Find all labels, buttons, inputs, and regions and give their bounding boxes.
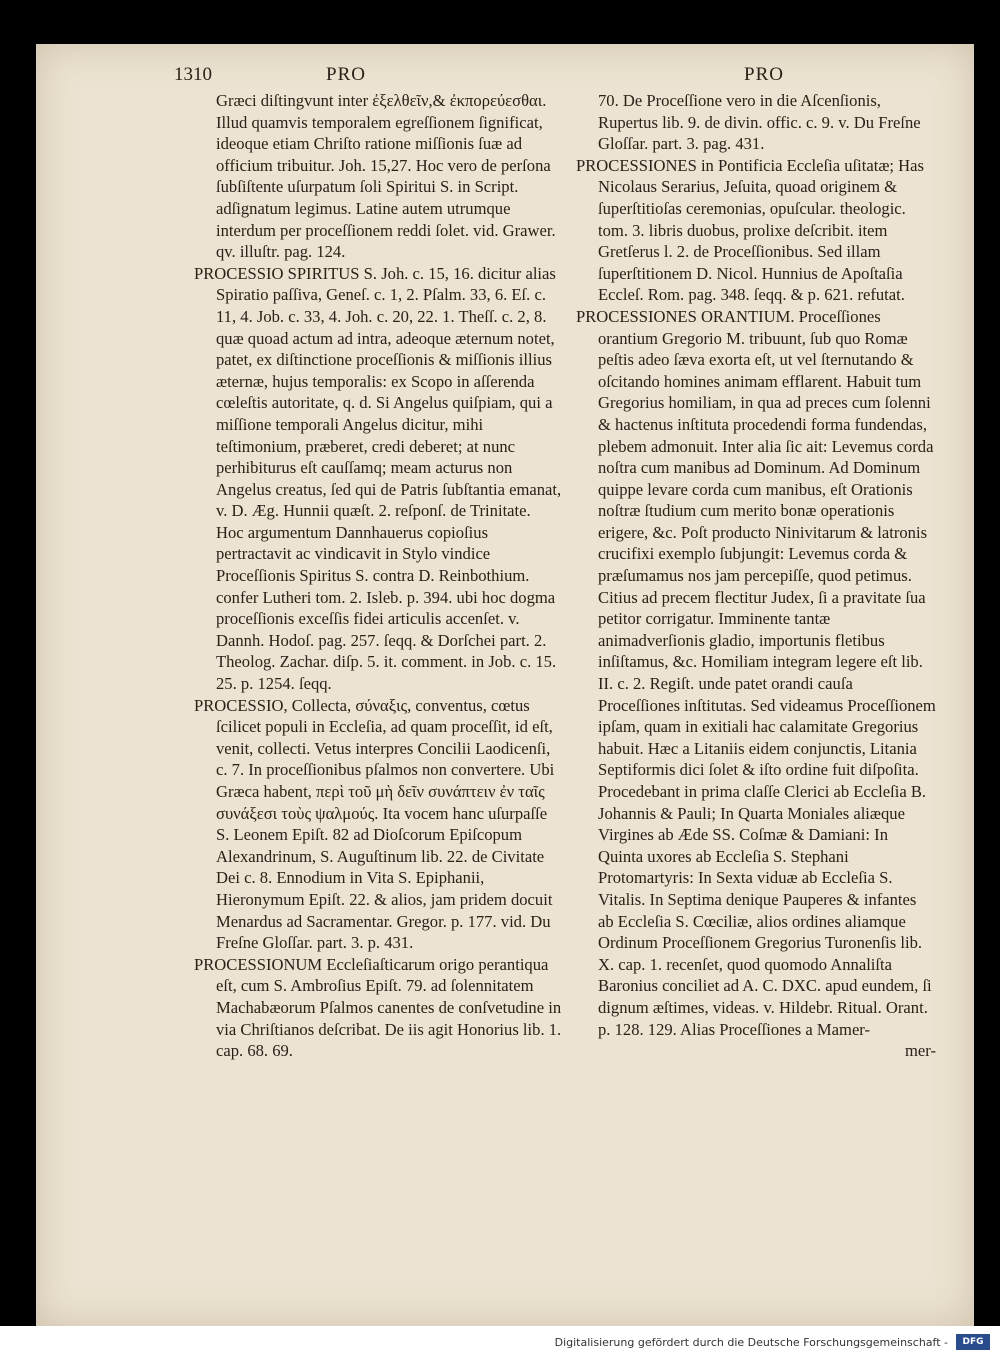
footer-bar [0, 1326, 1000, 1358]
scan-background [24, 0, 982, 1326]
left-column-title: PRO [326, 64, 366, 85]
page-number: 1310 [174, 64, 212, 85]
right-entry-3: PROCESSIONES ORANTIUM. Proceſſiones orantium Gregorio M. tribuunt, ſub quo Romæ peſtis adeo ſæva exorta eſt, ut vel ſternutando & oſcitando homines animam efflarent. Habuit tum Gregorius homiliam, in qua ad preces cum ſolenni & hactenus inſtituta procedendi forma fundendas, plebem admonuit. Inter alia ſic ait: Levemus corda noſtra cum manibus ad Dominum. Ad Dominum quippe levare corda cum manibus, eſt Orationis noſtræ ſtudium cum merito bonæ operationis erigere, &c. Poſt producto Ninivitarum & latronis crucifixi exemplo ſubjungit: Levemus corda & præſumamus nos jam percepiſſe, quod petimus. Citius ad precem flectitur Judex, ſi a pravitate ſua petitor corrigatur. Imminente tantæ animadverſionis gladio, importunis fletibus inſiſtamus, &c. Homiliam integram legere eſt lib. II. c. 2. Regiſt. unde patet orandi cauſa Proceſſiones inſtitutas. Sed videamus Proceſſionem ipſam, quam in exitiali hac calamitate Gregorius habuit. Hæc a Litaniis eidem conjunctis, Litania Septiformis dici ſolet & iſto ordine fuit diſpoſita. Procedebant in prima claſſe Clerici ab Eccleſia B. Johannis & Pauli; In Quarta Moniales aliæque Virgines ab Æde SS. Coſmæ & Damiani: In Quinta uxores ab Eccleſia S. Stephani Protomartyris: In Sexta viduæ ab Eccleſia S. Vitalis. In Septima denique Pauperes & infantes ab Eccleſia S. Cœciliæ, alios ordines aliamque Ordinum Proceſſionem Gregorius Turonenſis lib. X. cap. 1. recenſet, quod quomodo Annaliſta Baronius conciliet ad A. C. DXC. apud eundem, ſi dignum æſtimes, videas. v. Hildebr. Ritual. Orant. p. 128. 129. Alias Proceſſiones a Mamer- [576, 306, 936, 1039]
right-column-title: PRO [744, 64, 784, 85]
dfg-logo[interactable]: DFG [956, 1334, 990, 1350]
funding-credit: Digitalisierung gefördert durch die Deutsche Forschungsgemeinschaft - [554, 1336, 948, 1349]
left-column [194, 90, 562, 1062]
left-entry-2: PROCESSIO SPIRITUS S. Joh. c. 15, 16. dicitur alias Spiratio paſſiva, Geneſ. c. 1, 2. Pſalm. 33, 6. Eſ. c. 11, 4. Job. c. 33, 4. Joh. c. 20, 22. 1. Theſſ. c. 2, 8. quæ quoad actum ad intra, adeoque æternum notet, patet, ex diſtinctione proceſſionis & miſſionis illius æternæ, hujus temporalis: ex Scopo in aſſerenda cœleſtis autoritate, q. d. Si Angelus quiſpiam, qui a miſſione temporali Angelus dicitur, mihi teſtimonium, præberet, credi deberet; at nunc perhibiturus eſt cauſſamq; meam acturus non Angelus creatus, ſed qui de Patris ſubſtantia emanat, v. D. Æg. Hunnii quæſt. 2. reſponſ. de Trinitate. Hoc argumentum Dannhauerus copioſius pertractavit ac vindicavit in Stylo vindice Proceſſionis Spiritus S. contra D. Reinbothium. confer Lutheri tom. 2. Isleb. p. 394. ubi hoc dogma proceſſionis exceſſis fidei articulis accenſet. v. Dannh. Hodoſ. pag. 257. ſeqq. & Dorſchei part. 2. Theolog. Zachar. diſp. 5. it. comment. in Job. c. 15. 25. p. 1254. ſeqq. [194, 263, 562, 694]
left-entry-1: Græci diſtingvunt inter ἐξελθεῖν,& ἐκπορεύεσθαι. Illud quamvis temporalem egreſſionem ſignificat, ideoque etiam Chriſto ratione miſſionis ſuæ ad officium tribuitur. Joh. 15,27. Hoc vero de perſona ſubſiſtente uſurpatum ſoli Spiritui S. in Script. adſignatum legimus. Latine autem utrumque interdum per proceſſionem reddi ſolet. vid. Grawer. qv. illuſtr. pag. 124. [216, 91, 556, 262]
right-column [576, 90, 936, 1062]
left-entry-3: PROCESSIO, Collecta, σύναξις, conventus, cœtus ſcilicet populi in Eccleſia, ad quam proceſſit, id eſt, venit, collecti. Vetus interpres Concilii Laodicenſi, c. 7. In proceſſionibus pſalmos non convertere. Ubi Græca habent, περὶ τοῦ μὴ δεῖν συνάπτειν ἐν ταῖς συνάξεσι τοὺς ψαλμούς. Ita vocem hanc uſurpaſſe S. Leonem Epiſt. 82 ad Dioſcorum Epiſcopum Alexandrinum, S. Auguſtinum lib. 22. de Civitate Dei c. 8. Ennodium in Vita S. Epiphanii, Hieronymum Epiſt. 22. & alios, jam pridem docuit Menardus ad Sacramentar. Gregor. p. 177. vid. Du Freſne Gloſſar. part. 3. p. 431. [194, 695, 555, 953]
right-entry-2: PROCESSIONES in Pontificia Eccleſia uſitatæ; Has Nicolaus Serarius, Jeſuita, quoad originem & ſuperſtitioſas ceremonias, opuſcular. theologic. tom. 3. libris duobus, prolixe deſcribit. item Gretſerus l. 2. de Proceſſionibus. Sed illam ſuperſtitionem D. Nicol. Hunnius de Apoſtaſia Eccleſ. Rom. pag. 348. ſeqq. & p. 621. refutat. [576, 155, 924, 305]
left-entry-4: PROCESSIONUM Eccleſiaſticarum origo perantiqua eſt, cum S. Ambroſius Epiſt. 79. ad ſolennitatem Machabæorum Pſalmos canentes de conſvetudine in via Chriſtianos deſcribat. De iis agit Honorius lib. 1. cap. 68. 69. [194, 954, 562, 1061]
right-entry-1: 70. De Proceſſione vero in die Aſcenſionis, Rupertus lib. 9. de divin. offic. c. 9. v. Du Freſne Gloſſar. part. 3. pag. 431. [598, 91, 921, 154]
book-page [36, 44, 974, 1326]
catchword: mer- [905, 1041, 936, 1061]
